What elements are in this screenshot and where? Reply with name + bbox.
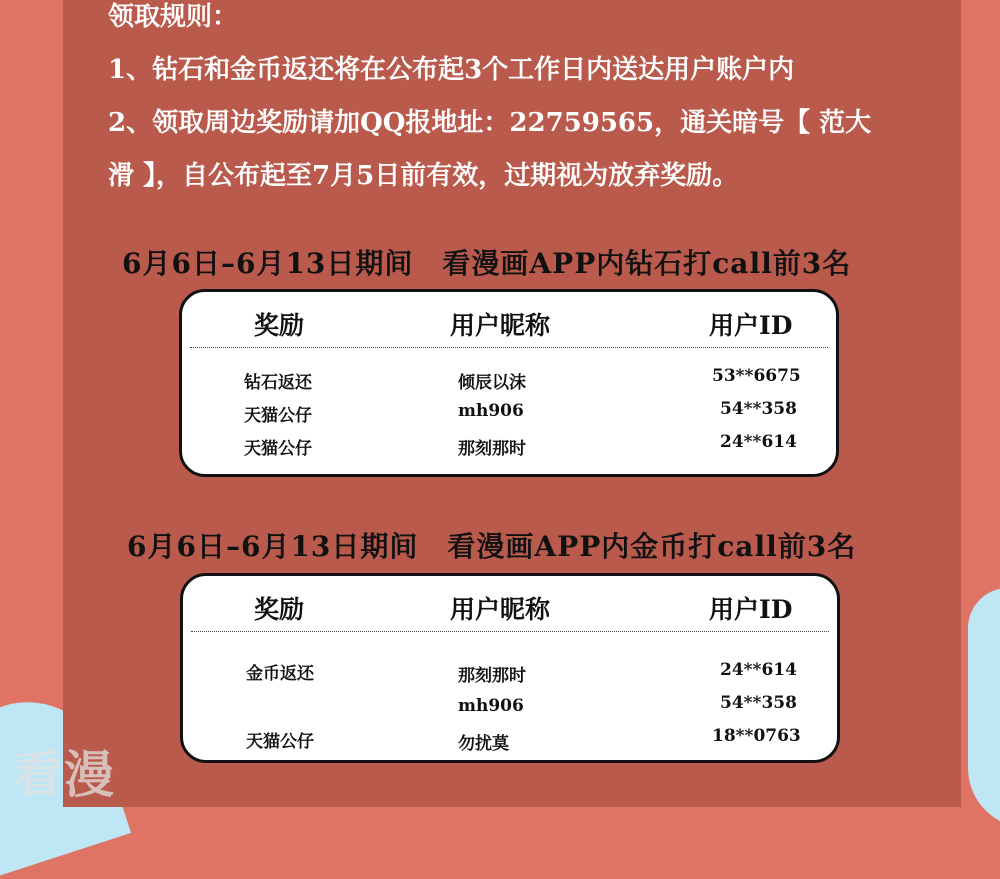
column-header-reward: 奖励 [254, 311, 305, 340]
table-cell-nickname: 勿扰莫 [458, 734, 509, 754]
rules-line-2-continued: 滑 】，自公布起至7月5日前有效，过期视为放弃奖励。 [108, 161, 739, 191]
column-header-nickname: 用户昵称 [450, 311, 551, 340]
ranking-table-diamond [179, 289, 839, 477]
table-cell-user-id: 24**614 [720, 660, 797, 680]
ranking-table-coin [180, 573, 840, 763]
section-title-coin: 6月6日–6月13日期间 看漫画APP内金币打call前3名 [127, 530, 857, 563]
table-cell-user-id: 54**358 [720, 693, 797, 713]
table-cell-user-id: 18**0763 [712, 726, 801, 746]
section-title-diamond: 6月6日–6月13日期间 看漫画APP内钻石打call前3名 [122, 247, 852, 280]
table-cell-reward: 钻石返还 [244, 373, 312, 393]
column-header-reward: 奖励 [254, 595, 305, 624]
column-header-user-id: 用户ID [709, 311, 793, 340]
rules-line-2: 2、领取周边奖励请加QQ报地址：22759565，通关暗号【 范大 [108, 108, 872, 138]
watermark-logo: 看漫 [12, 746, 116, 804]
rules-line-1: 1、钻石和金币返还将在公布起3个工作日内送达用户账户内 [108, 55, 795, 85]
table-cell-reward: 天猫公仔 [246, 732, 314, 752]
table-cell-nickname: 那刻那时 [458, 439, 526, 459]
column-header-user-id: 用户ID [709, 595, 793, 624]
table-cell-user-id: 53**6675 [712, 366, 801, 386]
table-cell-nickname: mh906 [458, 696, 524, 716]
table-cell-reward: 天猫公仔 [244, 406, 312, 426]
table-divider [190, 347, 828, 348]
table-cell-reward: 金币返还 [246, 664, 314, 684]
table-cell-user-id: 54**358 [720, 399, 797, 419]
decorative-wave-right [968, 588, 1000, 828]
table-cell-nickname: 倾辰以沫 [458, 373, 526, 393]
column-header-nickname: 用户昵称 [450, 595, 551, 624]
table-cell-user-id: 24**614 [720, 432, 797, 452]
table-cell-nickname: mh906 [458, 401, 524, 421]
table-cell-reward: 天猫公仔 [244, 439, 312, 459]
table-divider [191, 631, 829, 632]
table-cell-nickname: 那刻那时 [458, 666, 526, 686]
rules-heading: 领取规则： [108, 2, 239, 32]
